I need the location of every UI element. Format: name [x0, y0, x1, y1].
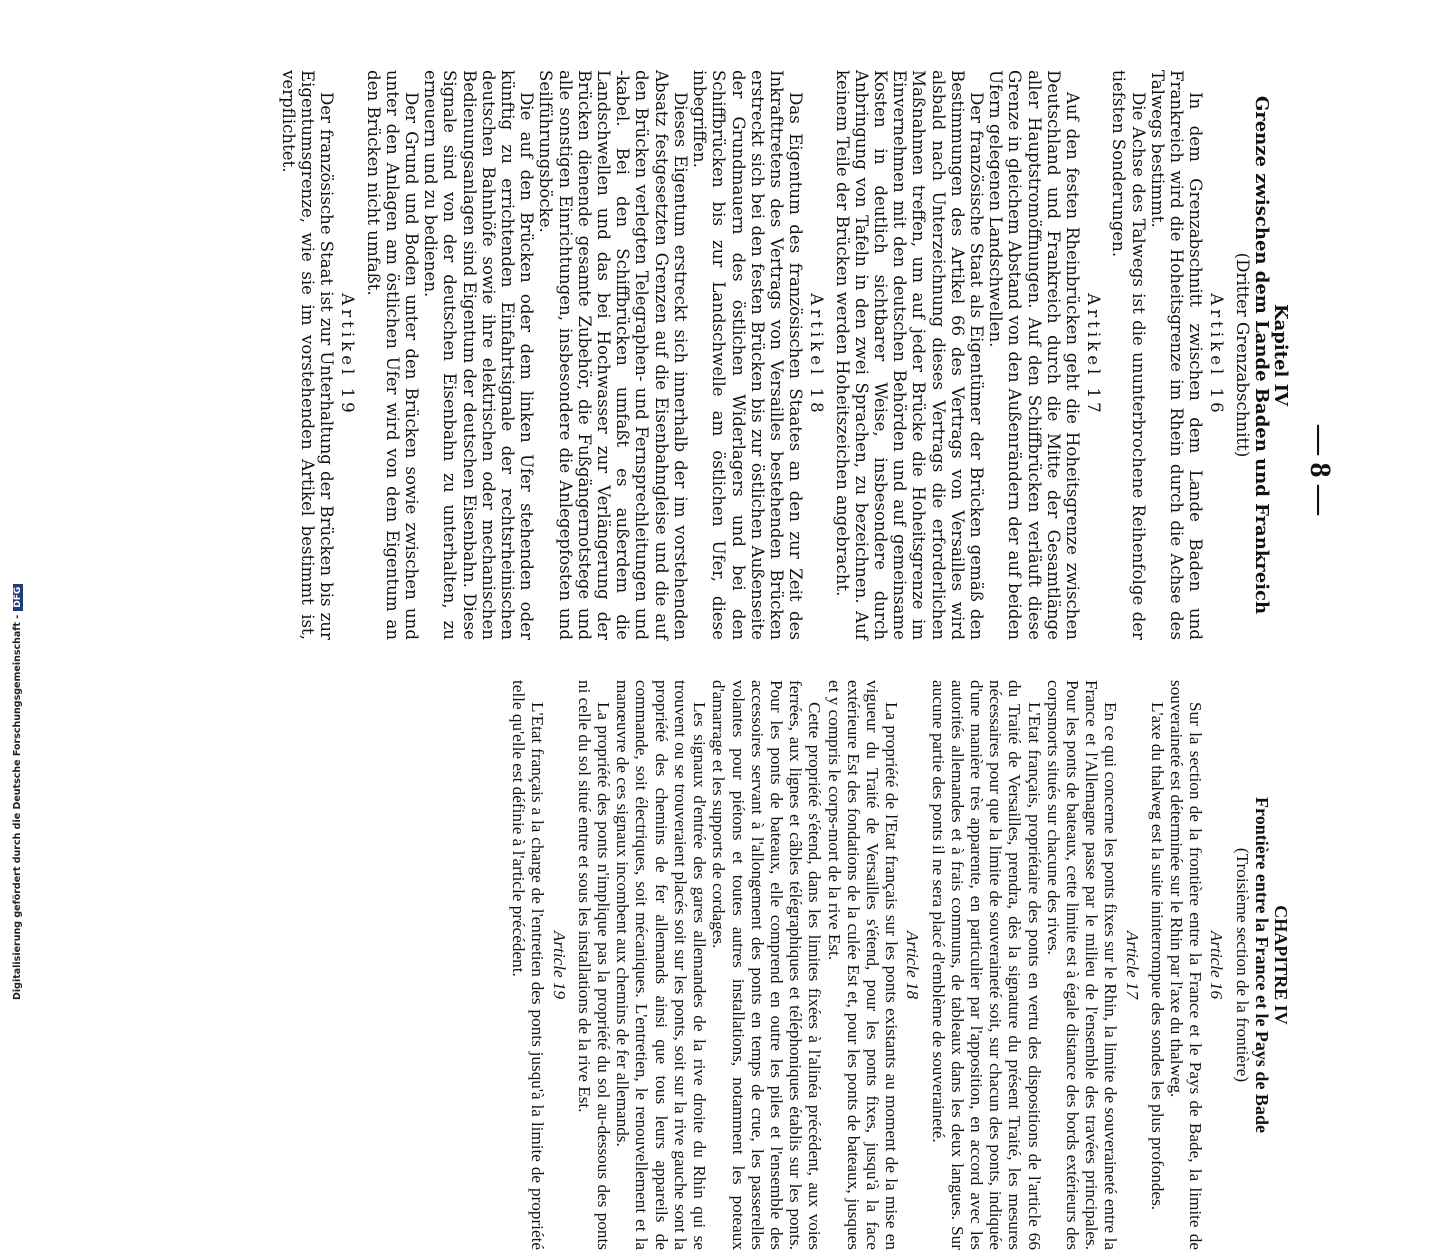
german-chapter: Kapitel IV	[1270, 304, 1291, 406]
french-sections	[509, 680, 1226, 1250]
dfg-logo: DFG	[13, 584, 23, 611]
german-paragraph: Die auf den Brücken oder dem linken Ufer stehenden oder künftig zu errichtenden Einfahrtsignale der rechtsrheinischen deutschen Bahnhöfe sowie ihre elektrischen oder mechanischen Bedienungsanlagen sind Eigentum der deutschen Eisenbahn. Diese Signale sind von der deutschen Eisenbahn zu unterhalten, zu erneuern und zu bedienen.	[421, 70, 537, 640]
rotated-page	[150, 70, 1340, 1250]
german-paragraph: Der Grund und Boden unter den Brücken sowie zwischen und unter den Anlagen am östlichen Ufer wird von dem Eigentum an den Brücken nicht umfaßt.	[363, 70, 422, 640]
french-subtitle: (Troisième section de la frontière)	[1232, 847, 1252, 1083]
french-article-heading: Article 18	[903, 930, 923, 1000]
german-paragraph: Der französische Staat als Eigentümer der Brücken gemäß den Bestimmungen des Artikel 66 des Vertrags von Versailles wird alsbald nach Unterzeichnung dieses Vertrags die erforderlichen Maßnahmen treffen, um auf jeder Brücke die Hoheitsgrenze im Einvernehmen mit den deutschen Behörden und auf gemeinsame Kosten in deutlich sichtbarer Weise, insbesondere durch Anbringung von Tafeln in den zwei Sprachen, zu bezeichnen. Auf keinem Teile der Brücken werden Hoheitszeichen angebracht.	[832, 70, 986, 640]
german-paragraph: In dem Grenzabschnitt zwischen dem Lande Baden und Frankreich wird die Hoheitsgrenze im Rhein durch die Achse des Talwegs bestimmt.	[1147, 70, 1206, 640]
french-paragraph: La propriété de l'Etat français sur les ponts existants au moment de la mise en vigueur du Traité de Versailles s'étend, pour les ponts fixes, jusqu'à la face extérieure Est des fondations de la culée Est et, pour les ponts de bateaux, jusques et y compris le corps-mort de la rive Est.	[824, 680, 902, 1250]
german-paragraph: Die Achse des Talwegs ist die ununterbrochene Reihenfolge der tiefsten Sonderungen.	[1109, 70, 1148, 640]
german-paragraph: Dieses Eigentum erstreckt sich innerhalb der im vorstehenden Absatz festgesetzten Grenzen auf die Eisenbahngleise und die auf den Brücken verlegten Telegraphen- und Fernsprechleitungen und -kabel. Bei den Schiffbrücken umfaßt es außerdem die Landschwellen und das bei Hochwasser zur Verlängerung der Brücken dienende gesamte Zubehör, die Fußgängernotstege und alle sonstigen Einrichtungen, insbesondere die Anlegepfosten und Seilführungsböcke.	[536, 70, 690, 640]
german-paragraph: Der französische Staat ist zur Unterhaltung der Brücken bis zur Eigentumsgrenze, wie sie im vorstehenden Artikel bestimmt ist, verpflichtet.	[278, 70, 337, 640]
french-paragraph: L'axe du thalweg est la suite ininterrompue des sondes les plus profondes.	[1147, 702, 1167, 1211]
french-title: Frontière entre la France et le Pays de Bade	[1251, 797, 1272, 1133]
french-chapter: CHAPITRE IV	[1271, 905, 1291, 1025]
french-paragraph: Les signaux d'entrée des gares allemandes de la rive droite du Rhin qui se trouvent ou se trouveraient placés soit sur les ponts, soit sur la rive gauche sont la propriété des chemins de fer allemands ainsi que tous leurs appareils de commande, soit électriques, soit mécaniques. L'entretien, le renouvellement et la manœuvre de ces signaux incombent aux chemins de fer allemands.	[613, 680, 710, 1250]
german-article-heading: Artikel 16	[1207, 293, 1227, 417]
french-paragraph: L'Etat français a la charge de l'entretien des ponts jusqu'à la limite de propriété telle qu'elle est définie à l'article précédent.	[509, 680, 548, 1250]
german-article-heading: Artikel 18	[807, 293, 827, 417]
german-subtitle: (Dritter Grenzabschnitt)	[1232, 252, 1252, 458]
french-article-heading: Article 19	[549, 930, 569, 1000]
german-column	[279, 70, 1290, 640]
french-paragraph: Cette propriété s'étend, dans les limites fixées à l'alinéa précédent, aux voies ferrées, aux lignes et câbles télégraphiques et téléphoniques établis sur les ponts. Pour les ponts de bateaux, elle comprend en outre les piles et l'ensemble des accessoires servant à l'allongement des ponts en temps de crue, les passerelles volantes pour piétons et toutes autres installations, notamment les poteaux d'amarrage et les supports de cordages.	[709, 680, 825, 1250]
french-column	[509, 680, 1290, 1250]
german-title: Grenze zwischen dem Lande Baden und Frankreich	[1250, 95, 1272, 615]
german-article-heading: Artikel 19	[338, 293, 358, 417]
french-article-heading: Article 17	[1122, 930, 1142, 1000]
german-paragraph: Auf den festen Rheinbrücken geht die Hoheitsgrenze zwischen Deutschland und Frankreich durch die Mitte der Gesamtlänge aller Hauptstromöffnungen. Auf den Schiffbrücken verläuft diese Grenze in gleichem Abstand von den Außenrändern der auf beiden Ufern gelegenen Landschwellen.	[986, 70, 1082, 640]
french-paragraph: L'Etat français, propriétaire des ponts en vertu des dispositions de l'article 66 du Traité de Versailles, prendra, dès la signature du présent Traité, les mesures nécessaires pour que la limite de souveraineté soit, sur chacun des ponts, indiquée d'une manière très apparente, en particulier par l'apposition, en accord avec les autorités allemandes et à frais communs, de tableaux dans les deux langues. Sur aucune partie des ponts il ne sera placé d'emblème de souveraineté.	[928, 680, 1044, 1250]
footer-text	[12, 584, 23, 1000]
german-paragraph: Das Eigentum des französischen Staates an den zur Zeit des Inkrafttretens des Vertrags von Versailles bestehenden Brücken erstreckt sich bei den festen Brücken bis zur östlichen Außenseite der Grundmauern des östlichen Widerlagers und bei den Schiffbrücken bis zur Landschwelle am östlichen Ufer, diese inbegriffen.	[690, 70, 806, 640]
footer	[0, 586, 23, 1000]
french-paragraph: En ce qui concerne les ponts fixes sur le Rhin, la limite de souveraineté entre la France et l'Allemagne passe par le milieu de l'ensemble des travées principales. Pour les ponts de bateaux, cette limite est à égale distance des bords extérieurs des corpsmorts situés sur chacune des rives.	[1043, 680, 1121, 1250]
french-paragraph: La propriété des ponts n'implique pas la propriété du sol au-dessous des ponts ni celle du sol situé entre et sous les installations de la rive Est.	[574, 680, 614, 1250]
french-article-heading: Article 16	[1207, 930, 1227, 1000]
german-article-heading: Artikel 17	[1084, 293, 1104, 417]
french-paragraph: Sur la section de la frontière entre la France et le Pays de Bade, la limite de souveraineté est déterminée sur le Rhin par l'axe du thalweg.	[1166, 680, 1206, 1250]
page-number: — 8 —	[1304, 425, 1337, 515]
german-sections	[279, 70, 1227, 640]
footer-credit: Digitalisierung gefördert durch die Deutsche Forschungsgemeinschaft -	[12, 614, 23, 1000]
